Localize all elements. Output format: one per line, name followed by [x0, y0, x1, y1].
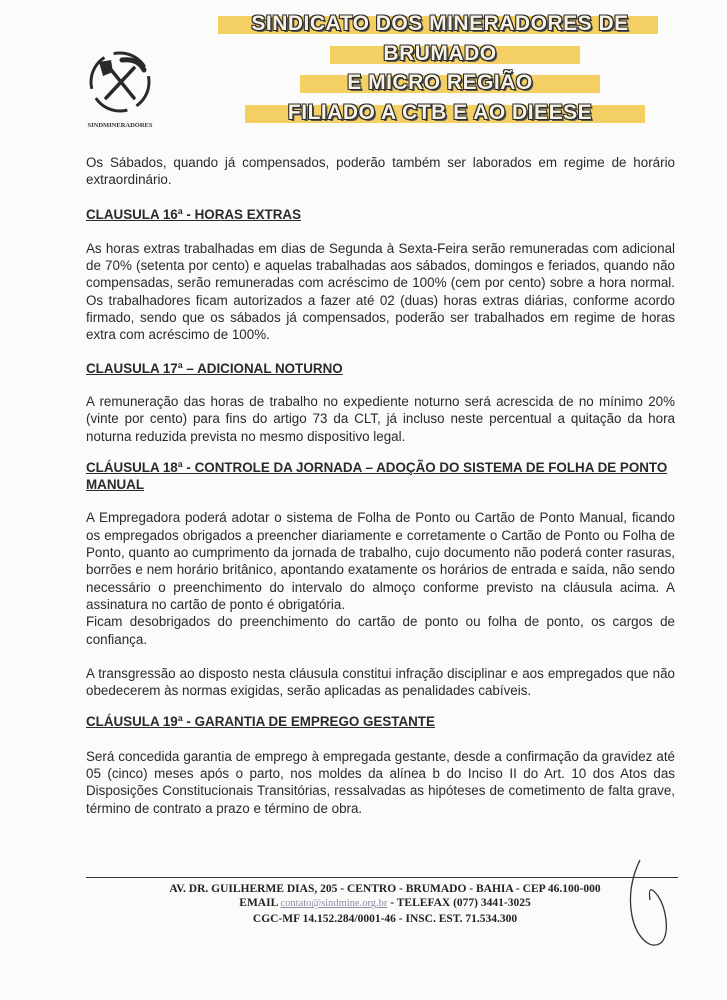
- letterhead-footer: [100, 882, 670, 926]
- clause-18-exemption: Ficam desobrigados do preenchimento do cartão de ponto ou folha de ponto, os cargos de confiança.: [86, 614, 675, 647]
- pickaxe-shovel-icon: [86, 48, 154, 116]
- clause-18-text: A Empregadora poderá adotar o sistema de Folha de Ponto ou Cartão de Ponto Manual, ficando os empregados obrigados a preencher diariamente e corretamente o Cartão de Ponto ou Folha de Ponto, quanto ao cumprimento da jornada de trabalho, cujo documento não poderá conter rasuras, borrões e nem horário britânico, apontando exatamente os horários de entrada e saída, não sendo necessário o preenchimento do intervalo do almoço conforme previsto na cláusula acima. A assinatura no cartão de ponto é obrigatória.: [86, 510, 675, 612]
- footer-contact: [100, 896, 670, 911]
- union-logo: [80, 48, 160, 138]
- clause-17-text: A remuneração das horas de trabalho no expediente noturno será acrescida de no mínimo 20% (vinte por cento) para fins do artigo 73 da CLT, já incluso neste percentual a quitação da hora noturna reduzida prevista no mesmo dispositivo legal.: [86, 393, 675, 444]
- signature-mark: [622, 856, 672, 956]
- clause-18-penalty: A transgressão ao disposto nesta cláusula constitui infração disciplinar e aos empregados que não obedecerem às normas exigidas, serão aplicadas as penalidades cabíveis.: [86, 665, 675, 699]
- footer-registration: CGC-MF 14.152.284/0001-46 - INSC. EST. 71.534.300: [252, 912, 518, 925]
- header-line-3: E MICRO REGIÃO: [347, 71, 533, 94]
- document-body: [86, 154, 675, 817]
- clause-16-text: As horas extras trabalhadas em dias de Segunda à Sexta-Feira serão remuneradas com adicional de 70% (setenta por cento) e aquelas trabalhadas aos sábados, domingos e feriados, quando não compensadas, serão remuneradas com acréscimo de 100% (cem por cento) sobre a hora normal. Os trabalhadores ficam autorizados a fazer até 02 (duas) horas extras diárias, conforme acordo firmado, sendo que os sábados já compensados, poderão ser trabalhados em regime de horas extra com acréscimo de 100%.: [86, 240, 675, 343]
- clause-16-heading: CLAUSULA 16ª - HORAS EXTRAS: [86, 206, 302, 222]
- footer-email-label: EMAIL: [239, 897, 278, 910]
- intro-paragraph: Os Sábados, quando já compensados, poderão também ser laborados em regime de horário extraordinário.: [86, 155, 675, 188]
- clause-19-heading: CLÁUSULA 19ª - GARANTIA DE EMPREGO GESTANTE: [86, 714, 435, 730]
- footer-divider: [86, 877, 678, 878]
- footer-address: AV. DR. GUILHERME DIAS, 205 - CENTRO - BRUMADO - BAHIA - CEP 46.100-000: [169, 883, 601, 895]
- footer-email-link[interactable]: contato@sindmine.org.br: [280, 898, 388, 910]
- footer-phone: - TELEFAX (077) 3441-3025: [390, 897, 531, 910]
- header-line-1: SINDICATO DOS MINERADORES DE: [251, 12, 629, 35]
- clause-18-heading: CLÁUSULA 18ª - CONTROLE DA JORNADA – ADOÇÃO DO SISTEMA DE FOLHA DE PONTO MANUAL: [86, 459, 668, 493]
- header-line-4: FILIADO A CTB E AO DIEESE: [287, 101, 593, 124]
- header-line-2: BRUMADO: [383, 42, 497, 65]
- letterhead-title: [200, 8, 680, 130]
- clause-17-heading: CLAUSULA 17ª – ADICIONAL NOTURNO: [86, 360, 343, 376]
- clause-19-text: Será concedida garantia de emprego à empregada gestante, desde a confirmação da gravidez até 05 (cinco) meses após o parto, nos moldes da alínea b do Inciso II do Art. 10 dos Atos das Disposições Constitucionais Transitórias, ressalvadas as hipóteses de cometimento de falta grave, término de contrato a prazo e término de obra.: [86, 748, 675, 816]
- logo-label: SINDMINERADORES: [87, 122, 153, 129]
